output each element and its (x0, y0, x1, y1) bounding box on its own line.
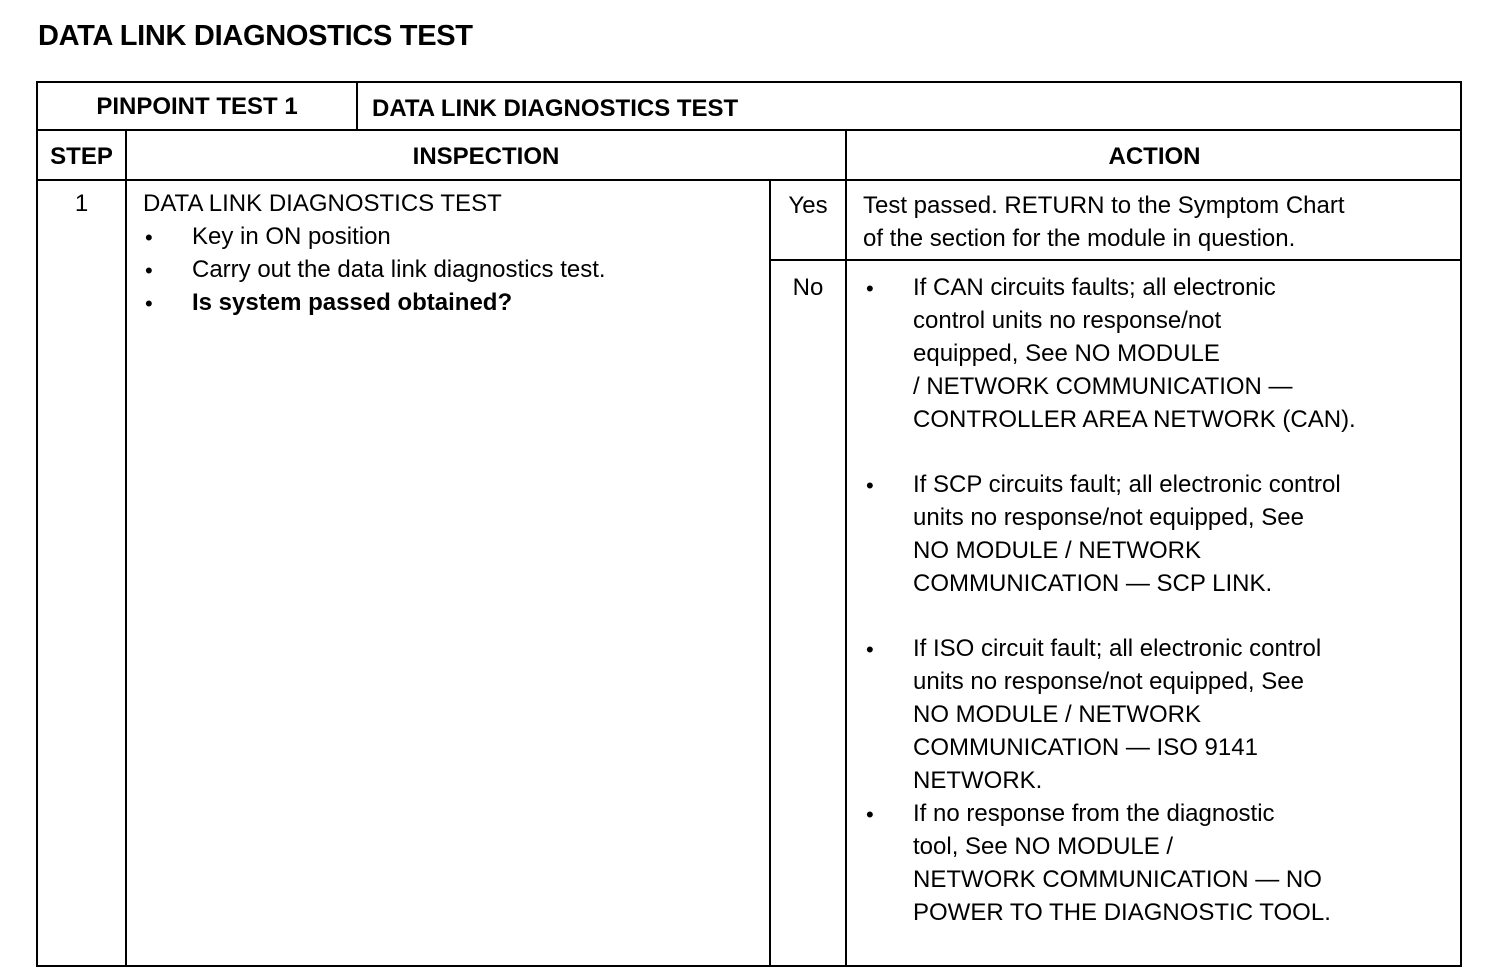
no-action-no-power (913, 797, 1331, 929)
no-action-line: / NETWORK COMMUNICATION — (913, 373, 1293, 400)
no-action-line: units no response/not equipped, See (913, 668, 1304, 695)
inspection-title: DATA LINK DIAGNOSTICS TEST (143, 190, 502, 217)
inspection-bullet-3: • (145, 291, 153, 316)
yes-action-line: Test passed. RETURN to the Symptom Chart (863, 192, 1345, 219)
yes-label: Yes (788, 192, 828, 219)
no-action-iso (913, 632, 1321, 797)
action-header: ACTION (1108, 143, 1201, 170)
rule-step-column (125, 129, 127, 967)
inspection-bullet-1: • (145, 225, 153, 250)
rule-action-column (845, 129, 847, 967)
no-action-bullet-3: • (866, 637, 874, 662)
no-action-scp (913, 468, 1341, 600)
step-header: STEP (50, 143, 113, 170)
yes-action (863, 189, 1345, 255)
inspection-question: Is system passed obtained? (192, 289, 513, 316)
inspection-bullet-2: • (145, 258, 153, 283)
no-action-line: COMMUNICATION — SCP LINK. (913, 570, 1273, 597)
pinpoint-title: DATA LINK DIAGNOSTICS TEST (372, 95, 739, 122)
no-action-line: CONTROLLER AREA NETWORK (CAN). (913, 406, 1356, 433)
no-action-line: If CAN circuits faults; all electronic (913, 274, 1276, 301)
no-action-line: equipped, See NO MODULE (913, 340, 1220, 367)
page-title: DATA LINK DIAGNOSTICS TEST (38, 20, 473, 52)
rule-below-headers (36, 179, 1462, 181)
no-action-bullet-4: • (866, 802, 874, 827)
no-action-bullet-2: • (866, 473, 874, 498)
no-action-line: If ISO circuit fault; all electronic control (913, 635, 1322, 662)
no-action-line: If no response from the diagnostic (913, 800, 1275, 827)
pinpoint-label: PINPOINT TEST 1 (96, 93, 298, 120)
no-label: No (792, 274, 824, 301)
no-action-line: NETWORK COMMUNICATION — NO (913, 866, 1322, 893)
inspection-header: INSPECTION (412, 143, 560, 170)
inspection-item-1: Key in ON position (192, 223, 391, 250)
yes-action-line: of the section for the module in question. (863, 225, 1296, 252)
rule-yes-no-divider (770, 259, 1462, 261)
no-action-can (913, 271, 1356, 436)
no-action-line: tool, See NO MODULE / (913, 833, 1174, 860)
no-action-bullet-1: • (866, 276, 874, 301)
inspection-item-2: Carry out the data link diagnostics test. (192, 256, 606, 283)
no-action-line: If SCP circuits fault; all electronic control (913, 471, 1341, 498)
no-action-line: units no response/not equipped, See (913, 504, 1304, 531)
rule-pinpoint-divider (356, 81, 358, 131)
no-action-line: POWER TO THE DIAGNOSTIC TOOL. (913, 899, 1331, 926)
no-action-line: NO MODULE / NETWORK (913, 701, 1202, 728)
no-action-line: COMMUNICATION — ISO 9141 (913, 734, 1258, 761)
rule-below-pinpoint (36, 129, 1462, 131)
no-action-line: control units no response/not (913, 307, 1222, 334)
no-action-line: NETWORK. (913, 767, 1043, 794)
step-number: 1 (74, 190, 89, 217)
no-action-line: NO MODULE / NETWORK (913, 537, 1202, 564)
